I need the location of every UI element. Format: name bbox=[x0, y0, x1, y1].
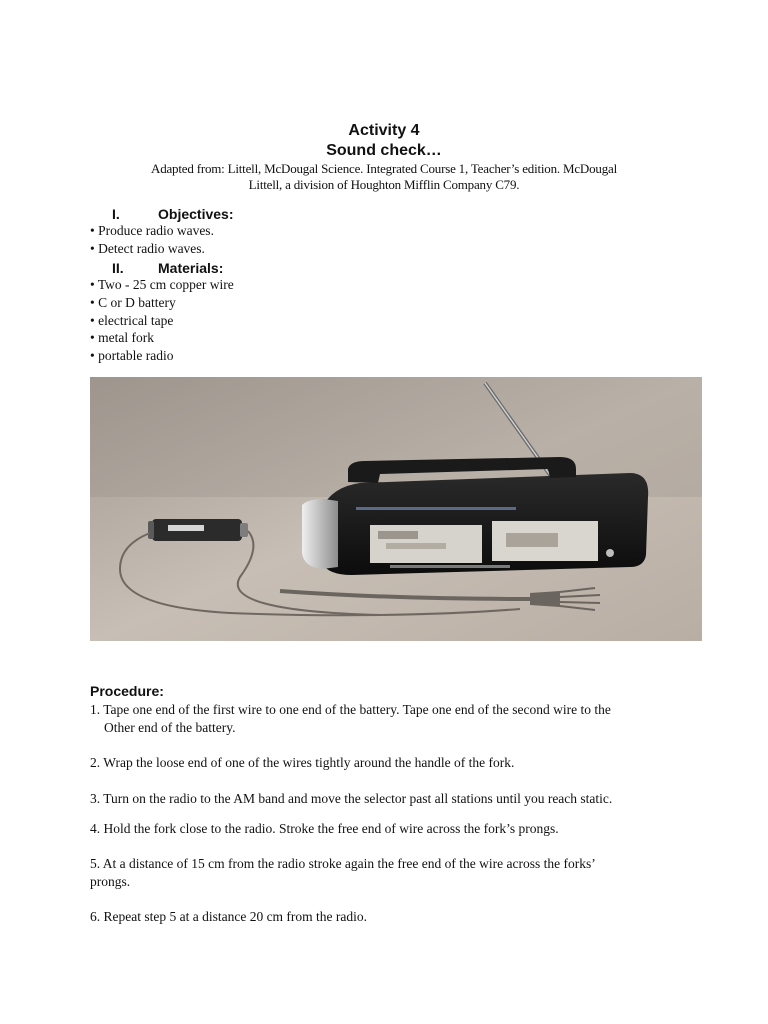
procedure-step bbox=[90, 908, 690, 926]
activity-subtitle: Sound check… bbox=[326, 142, 442, 159]
procedure-step bbox=[90, 790, 690, 808]
material-item: • portable radio bbox=[90, 348, 174, 363]
objective-item: • Produce radio waves. bbox=[90, 223, 214, 238]
step-text: 4. Hold the fork close to the radio. Stroke the free end of wire across the fork’s prongs. bbox=[90, 821, 559, 836]
step-text: 1. Tape one end of the first wire to one end of the battery. Tape one end of the second wire to the bbox=[90, 702, 611, 717]
material-item: • metal fork bbox=[90, 330, 154, 345]
apparatus-photo bbox=[90, 377, 702, 641]
material-item: • Two - 25 cm copper wire bbox=[90, 277, 234, 292]
procedure-heading: Procedure: bbox=[90, 683, 164, 699]
objectives-number: I. bbox=[112, 206, 120, 222]
materials-label: Materials: bbox=[158, 260, 224, 276]
material-item: • C or D battery bbox=[90, 295, 176, 310]
material-item: • electrical tape bbox=[90, 313, 174, 328]
procedure-step bbox=[90, 855, 690, 891]
objective-item: • Detect radio waves. bbox=[90, 241, 205, 256]
adapted-from-line-1: Adapted from: Littell, McDougal Science. Integrated Course 1, Teacher’s edition. McDougal bbox=[151, 161, 617, 176]
step-text: 5. At a distance of 15 cm from the radio stroke again the free end of the wire across the forks’ bbox=[90, 856, 596, 871]
step-text: 3. Turn on the radio to the AM band and move the selector past all stations until you reach static. bbox=[90, 791, 613, 806]
adapted-from-line-2: Littell, a division of Houghton Mifflin Company C79. bbox=[248, 177, 520, 192]
activity-title: Activity 4 bbox=[348, 122, 420, 139]
step-text-continued: Other end of the battery. bbox=[104, 720, 236, 735]
objectives-label: Objectives: bbox=[158, 206, 234, 222]
step-text: 6. Repeat step 5 at a distance 20 cm from the radio. bbox=[90, 909, 368, 924]
battery-icon bbox=[148, 519, 248, 541]
step-text: 2. Wrap the loose end of one of the wires tightly around the handle of the fork. bbox=[90, 755, 515, 770]
procedure-step bbox=[90, 754, 690, 772]
procedure-step bbox=[90, 820, 690, 838]
step-text-continued: prongs. bbox=[90, 874, 131, 889]
procedure-step bbox=[90, 701, 690, 737]
materials-number: II. bbox=[112, 260, 124, 276]
